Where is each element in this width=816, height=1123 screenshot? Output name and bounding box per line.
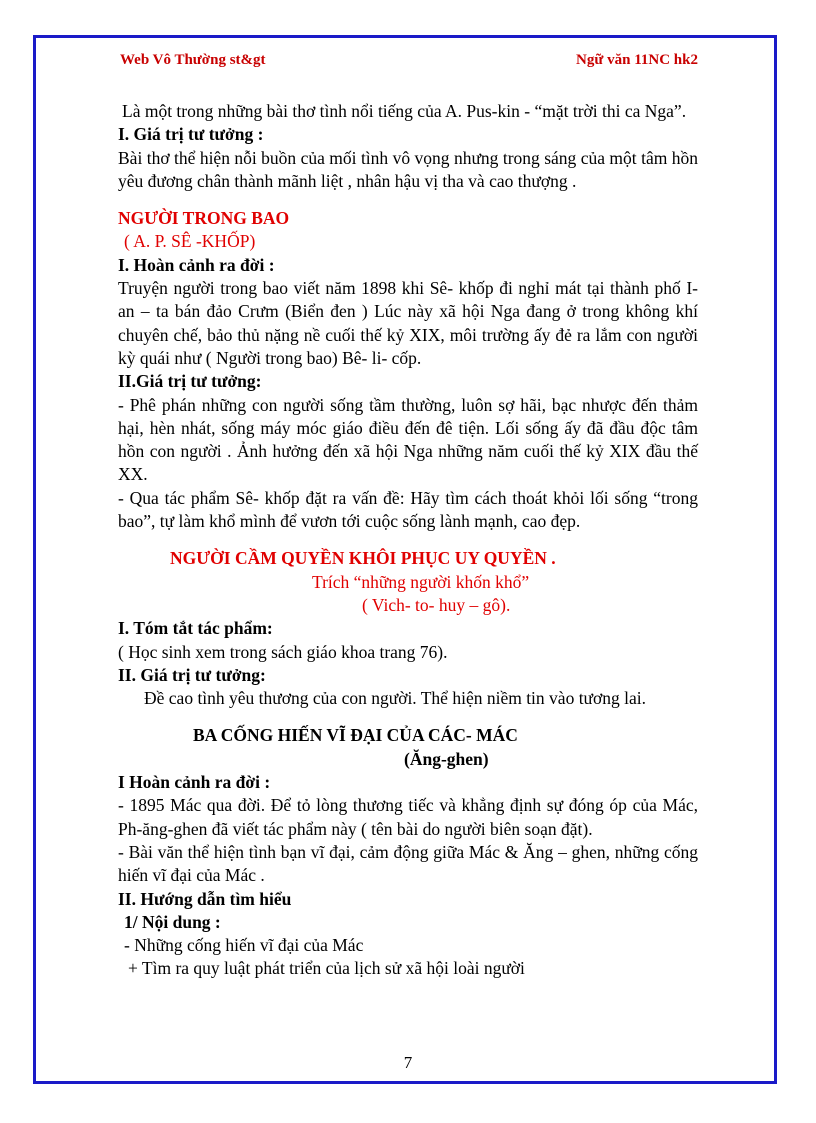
section-2-paragraph-1: ( Học sinh xem trong sách giáo khoa trang 76).: [118, 641, 448, 662]
section-2-subtitle: Trích “những người khốn khổ”: [312, 571, 530, 592]
section-3-author: (Ăng-ghen): [404, 748, 489, 769]
document-body: [118, 100, 698, 981]
section-3-heading-1: I Hoàn cảnh ra đời :: [118, 772, 271, 793]
page-number: 7: [403, 1053, 413, 1072]
spacer: [118, 533, 698, 547]
section-2-paragraph-2: Đề cao tình yêu thương của con người. Thể hiện niềm tin vào tương lai.: [144, 688, 647, 709]
intro-body: Bài thơ thể hiện nỗi buồn của mối tình vô vọng nhưng trong sáng của một tâm hồn yêu đương chân thành mãnh liệt , nhân hậu vị tha và cao thượng .: [118, 147, 698, 191]
section-1-heading-2: II.Giá trị tư tưởng:: [118, 371, 262, 392]
section-3-paragraph-4: + Tìm ra quy luật phát triển của lịch sử xã hội loài người: [128, 958, 525, 979]
section-1-heading-1: I. Hoàn cảnh ra đời :: [118, 254, 275, 275]
spacer: [118, 193, 698, 207]
header-right: Ngữ văn 11NC hk2: [576, 52, 698, 68]
header-left: Web Vô Thường st&gt: [120, 52, 266, 68]
spacer: [118, 710, 698, 724]
section-2-heading-2: II. Giá trị tư tưởng:: [118, 664, 266, 685]
section-3-heading-3: 1/ Nội dung :: [124, 911, 221, 932]
section-2-author: ( Vich- to- huy – gô).: [362, 594, 511, 615]
intro-heading: I. Giá trị tư tưởng :: [118, 124, 264, 145]
section-2-heading-1: I. Tóm tắt tác phẩm:: [118, 618, 273, 639]
section-3-paragraph-2: - Bài văn thể hiện tình bạn vĩ đại, cảm động giữa Mác & Ăng – ghen, những cống hiến vĩ đại của Mác .: [118, 841, 698, 886]
section-2-title: NGƯỜI CẦM QUYỀN KHÔI PHỤC UY QUYỀN .: [170, 548, 556, 569]
section-3-paragraph-3: - Những cống hiến vĩ đại của Mác: [124, 935, 364, 956]
section-3-heading-2: II. Hướng dẫn tìm hiểu: [118, 888, 292, 909]
section-1-paragraph-3: - Qua tác phẩm Sê- khốp đặt ra vấn đề: Hãy tìm cách thoát khỏi lối sống “trong bao”, tự làm khổ mình để vươn tới cuộc sống lành mạnh, cao đẹp.: [118, 487, 698, 532]
section-3-paragraph-1: - 1895 Mác qua đời. Để tỏ lòng thương tiếc và khẳng định sự đóng óp của Mác, Ph-ăng-ghen đã viết tác phẩm này ( tên bài do người biên soạn đặt).: [118, 795, 698, 839]
section-1-author: ( A. P. SÊ -KHỐP): [124, 231, 256, 252]
section-3-title: BA CỐNG HIẾN VĨ ĐẠI CỦA CÁC- MÁC: [193, 725, 518, 746]
section-1-paragraph-1: Truyện người trong bao viết năm 1898 khi Sê- khốp đi nghỉ mát tại thành phố I- an – ta bán đảo Crưm (Biển đen ) Lúc này xã hội Nga đang ở trong không khí chuyên chế, bảo thủ nặng nề cuối thế kỷ XIX, môi trường ấy đẻ ra lắm con người kỳ quái như ( Người trong bao) Bê- li- cốp.: [118, 278, 698, 368]
intro-text: Là một trong những bài thơ tình nổi tiếng của A. Pus-kin - “mặt trời thi ca Nga”.: [122, 101, 687, 121]
section-1-paragraph-2: - Phê phán những con người sống tầm thường, luôn sợ hãi, bạc nhược đến thảm hại, hèn nhát, sống máy móc giáo điều đến đê tiện. Lối sống ấy đã đầu độc tâm hồn con người . Ảnh hưởng đến xã hội Nga những năm cuối thế kỷ XIX đầu thế XX.: [118, 394, 698, 485]
section-1-title: NGƯỜI TRONG BAO: [118, 208, 290, 229]
